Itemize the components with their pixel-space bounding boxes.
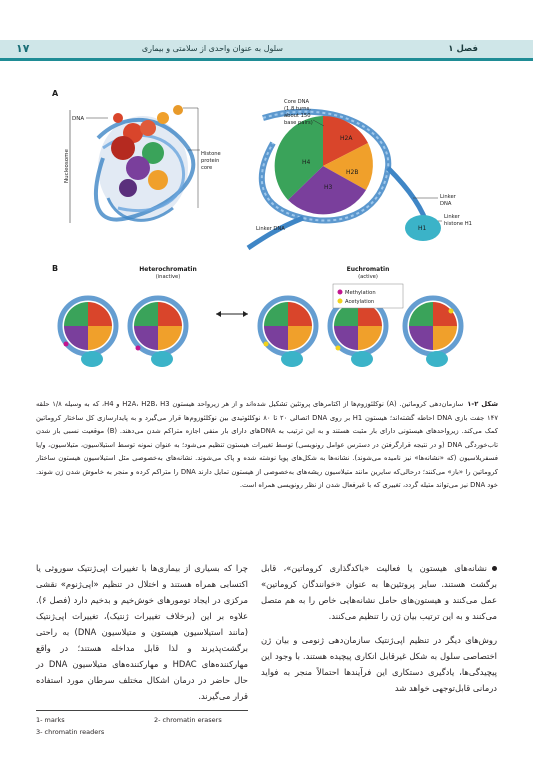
heterochromatin-state: (inactive) bbox=[155, 274, 181, 280]
body-column-left bbox=[36, 560, 248, 704]
bullet-text: نشانه‌های هیستون یا فعالیت «باکدگذاری کروماتین»، قابل برگشت هستند. سایر پروتئین‌ها به عنوان «خوانندگان کروماتین» عمل می‌کنند و هیستون‌های حامل نشانه‌هایی خاص را به هم متصل می‌کنند و به این ترتیب بیان ژن را تنظیم می‌کنند. bbox=[261, 563, 497, 621]
panel-a-letter: A bbox=[52, 89, 59, 98]
nucleosome-molecular-model bbox=[96, 105, 193, 220]
label-dna: DNA bbox=[72, 116, 85, 122]
label-linker-histone-1: Linker bbox=[444, 214, 460, 220]
label-core-dna-4: base pairs) bbox=[284, 120, 313, 126]
label-linker-histone-2: histone H1 bbox=[444, 221, 472, 227]
label-core-dna-2: (1.8 turns, bbox=[284, 106, 311, 112]
footnote-2: 2- chromatin erasers bbox=[154, 716, 222, 724]
legend-methylation: Methylation bbox=[345, 290, 376, 296]
footnote-3: 3- chromatin readers bbox=[36, 728, 105, 736]
figure-caption-text: سازمان‌دهی کروماتین. (A) نوکلئوزوم‌ها از اکتامرهای پروتئین تشکیل شده‌اند و از هر زیرواحد هیستون H2A، H2B، H3 و H4، که به وسیله ۱/۸ حلقه ۱۴۷ جفت بازی DNA احاطه گشته‌اند؛ هیستون H1 بر روی DNA اتصالی ۲۰ تا ۸۰ نوکلئوتیدی بین نوکلئوزوم‌ها قرار می‌گیرد و به پایدارسازی کل ساختار کروماتین کمک می‌کند. زیرواحدهای هیستونی دارای بار مثبت هستند و به این ترتیب به DNAهای دارای بار منفی اجازه متراکم شدن می‌دهند. (B) موقعیت نسبی باز شدن تاب‌خوردگی DNA (و در نتیجه قرارگرفتن در دسترس عوامل رونویسی) توسط تغییرات هیستون تنظیم می‌شود؛ به عنوان نمونه توسط استیلاسیون، متیلاسیون، و/یا فسفریلاسیون (که «نشانه‌ها» نیز نامیده می‌شوند). نشانه‌ها به شکل‌های پویا نوشته شده و پاک می‌شوند. نشانه‌های به‌خصوصی مثل استیلاسیون هیستون ساختار کروماتین را «باز» می‌کنند؛ درحالی‌که سایرین مانند متیلاسیون ریشه‌های به‌خصوصی از هیستون تمایل دارند DNA را متراکم کرده و منجر به خاموش شدن ژن شوند. خود DNA نیز می‌تواند متیله گردد، تغییری که با غیرفعال شدن از نظر رونویسی همراه است. bbox=[36, 400, 499, 489]
label-histone-core-3: core bbox=[201, 165, 213, 171]
label-nucleosome: Nucleosome bbox=[64, 149, 70, 183]
panel-b-legend bbox=[333, 284, 403, 308]
header-stripe bbox=[0, 58, 533, 61]
label-h3: H3 bbox=[324, 184, 333, 191]
body-paragraph-right: روش‌های دیگر در تنظیم اپی‌ژنتیک سازمان‌دهی ژنومی و بیان ژن اختصاصی سلول به شکل غیرقابل انکاری پیچیده هستند. با وجود این پیچیدگی‌ها، یادگیری دستکاری این فرآیندها احتمالاً منجر به فواید درمانی قابل‌توجهی خواهد شد bbox=[261, 635, 497, 693]
page-header bbox=[0, 0, 533, 62]
body-column-right bbox=[261, 560, 497, 696]
footnote-1: 1- marks bbox=[36, 716, 65, 724]
label-histone-core-1: Histone bbox=[201, 151, 221, 157]
label-h1: H1 bbox=[418, 225, 427, 232]
label-linker-dna-right-2: DNA bbox=[440, 201, 452, 207]
legend-acetylation: Acetylation bbox=[345, 299, 375, 305]
label-linker-dna-right-1: Linker bbox=[440, 194, 456, 200]
label-core-dna-1: Core DNA bbox=[284, 99, 310, 105]
label-linker-dna: Linker DNA bbox=[256, 226, 285, 232]
footnote-divider bbox=[36, 710, 248, 711]
heterochromatin-title: Heterochromatin bbox=[139, 266, 197, 273]
panel-b-letter: B bbox=[52, 264, 59, 273]
methylation-swatch bbox=[338, 290, 343, 295]
bullet-icon bbox=[492, 566, 497, 571]
chromatin-figure-svg bbox=[48, 88, 486, 393]
body-paragraph-left: چرا که بسیاری از بیماری‌ها با تغییرات اپی‌ژنتیک سوروثی یا اکتسابی همراه هستند و اختلال در تنظیم «اپی‌ژنوم» نقشی مرکزی در ایجاد تومورهای خوش‌خیم و بدخیم دارد (فصل ۶). علاوه بر این (برخلاف تغییرات ژنتیک)، تغییرات اپی‌ژنتیک (مانند استیلاسیون هیستون و متیلاسیون DNA) به راحتی برگشت‌پذیرند و لذا قابل مداخله هستند؛ در واقع مهارکننده‌های HDAC و مهارکننده‌های متیلاسیون DNA در حال حاضر در درمان اشکال مختلف سرطان مورد استفاده قرار می‌گیرند. bbox=[36, 563, 249, 701]
acetylation-swatch bbox=[338, 299, 343, 304]
figure-caption bbox=[36, 398, 498, 493]
label-h2a: H2A bbox=[340, 135, 353, 142]
bullet-paragraph bbox=[261, 560, 497, 624]
running-title: سلول به عنوان واحدی از سلامتی و بیماری bbox=[141, 44, 283, 53]
page-number: ۱۷ bbox=[16, 42, 30, 55]
euchromatin-title: Euchromatin bbox=[346, 266, 390, 273]
label-h2b: H2B bbox=[346, 169, 359, 176]
chapter-label: فصل ۱ bbox=[448, 44, 478, 54]
label-h4: H4 bbox=[302, 159, 311, 166]
label-core-dna-3: about 150 bbox=[284, 113, 311, 119]
euchromatin-state: (active) bbox=[358, 274, 378, 280]
euchromatin-nucleosomes bbox=[260, 298, 461, 367]
chromatin-figure bbox=[48, 88, 486, 393]
heterochromatin-nucleosomes bbox=[60, 298, 186, 367]
figure-caption-label: شکل ۲-۱ bbox=[467, 400, 499, 408]
label-histone-core-2: protein bbox=[201, 158, 220, 164]
